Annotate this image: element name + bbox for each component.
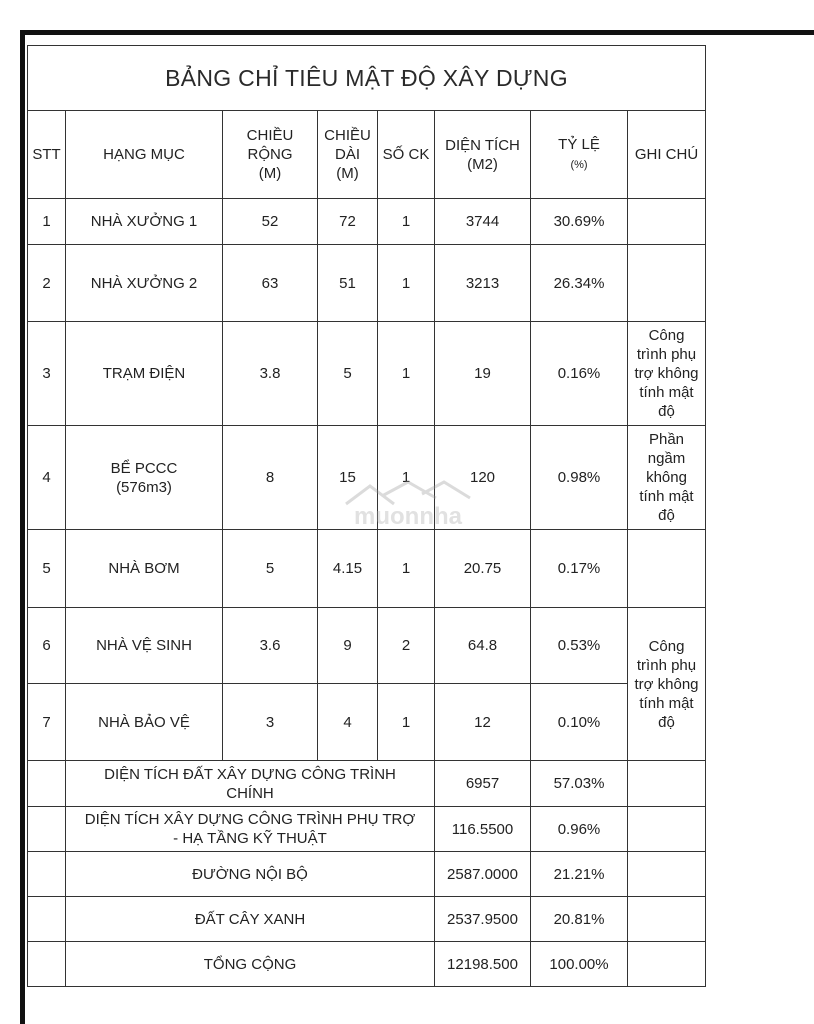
cell-length: 51 [318, 245, 378, 322]
summary-area: 116.5500 [435, 807, 531, 852]
table-title: BẢNG CHỈ TIÊU MẬT ĐỘ XÂY DỰNG [28, 46, 706, 111]
cell-note [628, 761, 706, 807]
cell-name: NHÀ BẢO VỆ [66, 684, 223, 761]
summary-percent: 21.21% [531, 852, 628, 897]
cell-note [628, 199, 706, 245]
cell-note: Công trình phụ trợ không tính mật độ [628, 322, 706, 426]
cell-area: 120 [435, 426, 531, 530]
table-row [28, 608, 706, 684]
header-ty-le: TỶ LỆ (%) [531, 111, 628, 199]
summary-row [28, 761, 706, 807]
cell-count: 1 [378, 322, 435, 426]
summary-row [28, 852, 706, 897]
cell-length: 72 [318, 199, 378, 245]
cell-empty [28, 761, 66, 807]
header-chieu-rong: CHIỀU RỘNG (M) [223, 111, 318, 199]
cell-name: NHÀ VỆ SINH [66, 608, 223, 684]
cell-stt: 5 [28, 530, 66, 608]
cell-empty [28, 807, 66, 852]
summary-label: DIỆN TÍCH XÂY DỰNG CÔNG TRÌNH PHỤ TRỢ - HẠ TẦNG KỸ THUẬT [66, 807, 435, 852]
summary-area: 6957 [435, 761, 531, 807]
header-chieu-dai: CHIỀU DÀI (M) [318, 111, 378, 199]
total-row [28, 942, 706, 987]
cell-length: 4 [318, 684, 378, 761]
cell-count: 1 [378, 199, 435, 245]
cell-note-merged: Công trình phụ trợ không tính mật độ [628, 608, 706, 761]
header-so-ck: SỐ CK [378, 111, 435, 199]
summary-percent: 0.96% [531, 807, 628, 852]
header-dien-tich: DIỆN TÍCH (M2) [435, 111, 531, 199]
cell-width: 3 [223, 684, 318, 761]
header-stt: STT [28, 111, 66, 199]
cell-stt: 7 [28, 684, 66, 761]
cell-width: 3.8 [223, 322, 318, 426]
watermark-text: muonnha [354, 503, 462, 530]
header-hang-muc: HẠNG MỤC [66, 111, 223, 199]
header-row [28, 111, 706, 199]
cell-count: 1 [378, 684, 435, 761]
cell-area: 19 [435, 322, 531, 426]
total-label: TỔNG CỘNG [66, 942, 435, 987]
total-percent: 100.00% [531, 942, 628, 987]
summary-row [28, 897, 706, 942]
cell-length: 4.15 [318, 530, 378, 608]
summary-label: DIỆN TÍCH ĐẤT XÂY DỰNG CÔNG TRÌNH CHÍNH [66, 761, 435, 807]
cell-stt: 1 [28, 199, 66, 245]
cell-width: 63 [223, 245, 318, 322]
cell-count: 2 [378, 608, 435, 684]
cell-note [628, 942, 706, 987]
cell-count: 1 [378, 245, 435, 322]
cell-area: 12 [435, 684, 531, 761]
cell-percent: 0.98% [531, 426, 628, 530]
summary-percent: 57.03% [531, 761, 628, 807]
cell-stt: 2 [28, 245, 66, 322]
cell-percent: 0.53% [531, 608, 628, 684]
table-row [28, 199, 706, 245]
cell-note [628, 852, 706, 897]
cell-name: NHÀ BƠM [66, 530, 223, 608]
cell-stt: 4 [28, 426, 66, 530]
cell-area: 64.8 [435, 608, 531, 684]
summary-area: 2587.0000 [435, 852, 531, 897]
density-table [27, 45, 706, 987]
cell-name: NHÀ XƯỞNG 1 [66, 199, 223, 245]
summary-label: ĐẤT CÂY XANH [66, 897, 435, 942]
cell-percent: 30.69% [531, 199, 628, 245]
cell-area: 3744 [435, 199, 531, 245]
total-area: 12198.500 [435, 942, 531, 987]
summary-row [28, 807, 706, 852]
cell-length: 9 [318, 608, 378, 684]
cell-note [628, 530, 706, 608]
table-row [28, 530, 706, 608]
table-row [28, 245, 706, 322]
cell-length: 15 [318, 426, 378, 530]
table-row [28, 322, 706, 426]
summary-percent: 20.81% [531, 897, 628, 942]
cell-stt: 6 [28, 608, 66, 684]
cell-percent: 0.17% [531, 530, 628, 608]
cell-area: 3213 [435, 245, 531, 322]
cell-name: TRẠM ĐIỆN [66, 322, 223, 426]
cell-stt: 3 [28, 322, 66, 426]
header-ghi-chu: GHI CHÚ [628, 111, 706, 199]
summary-area: 2537.9500 [435, 897, 531, 942]
cell-percent: 0.16% [531, 322, 628, 426]
cell-area: 20.75 [435, 530, 531, 608]
cell-empty [28, 852, 66, 897]
table-row [28, 426, 706, 530]
cell-percent: 0.10% [531, 684, 628, 761]
cell-count: 1 [378, 530, 435, 608]
cell-note [628, 245, 706, 322]
cell-empty [28, 897, 66, 942]
cell-name: BỂ PCCC (576m3) [66, 426, 223, 530]
cell-name: NHÀ XƯỞNG 2 [66, 245, 223, 322]
cell-count: 1 [378, 426, 435, 530]
cell-width: 5 [223, 530, 318, 608]
cell-width: 52 [223, 199, 318, 245]
cell-note [628, 897, 706, 942]
summary-label: ĐƯỜNG NỘI BỘ [66, 852, 435, 897]
cell-width: 3.6 [223, 608, 318, 684]
cell-length: 5 [318, 322, 378, 426]
cell-empty [28, 942, 66, 987]
table-row [28, 684, 706, 761]
cell-note [628, 807, 706, 852]
cell-width: 8 [223, 426, 318, 530]
cell-percent: 26.34% [531, 245, 628, 322]
cell-note: Phần ngầm không tính mật độ [628, 426, 706, 530]
